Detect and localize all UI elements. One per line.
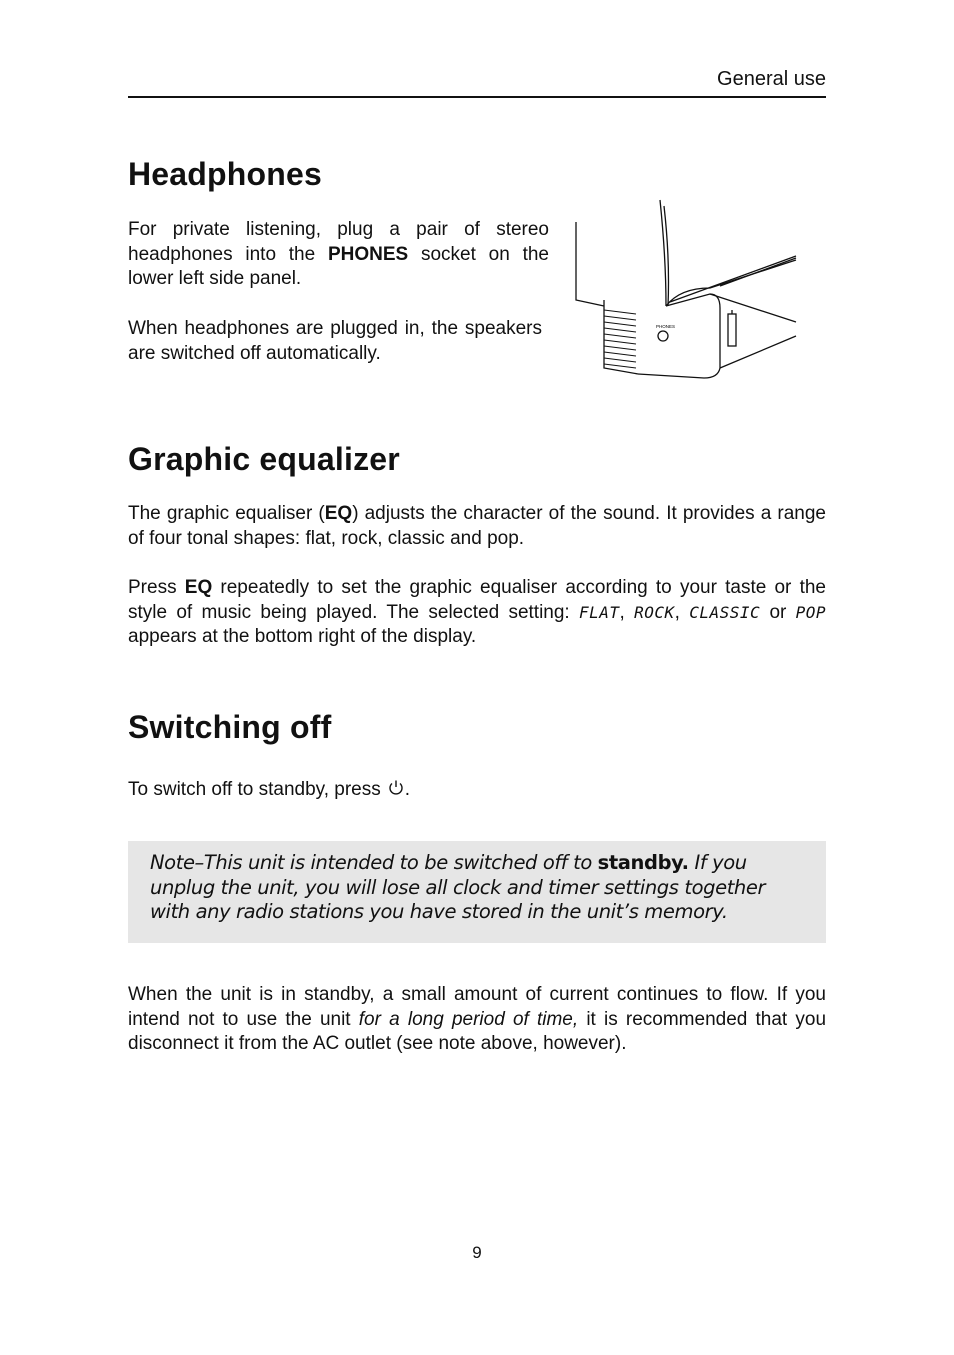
page-number: 9 — [472, 1243, 482, 1262]
headphones-p1-text-end: socket on the lower left side panel. — [128, 243, 549, 290]
switch-off-text: To switch off to standby, press — [128, 779, 381, 800]
equalizer-paragraph-2 — [128, 576, 826, 650]
standby-text: When the unit is in standby, a small amount of current continues to flow. If you intend not to use the unit — [128, 984, 826, 1030]
eq-sep-1: , — [619, 601, 635, 623]
standby-italic: for a long period of time, — [358, 1008, 579, 1030]
switching-off-title: Switching off — [128, 709, 332, 745]
eq-sep-2: , — [674, 601, 690, 623]
headphones-title: Headphones — [128, 156, 323, 192]
phones-socket-caption: PHONES — [656, 324, 676, 329]
eq-button-label-2: EQ — [184, 577, 213, 598]
standby-paragraph — [128, 983, 826, 1057]
power-standby-icon — [387, 779, 405, 805]
standby-text-end: it is recommended that you disconnect it from the AC outlet (see note above, however). — [128, 1008, 827, 1055]
side-panel-illustration — [570, 198, 802, 389]
eq-p2-text-mid: repeatedly to set the graphic equaliser according to your taste or the style of music being played. The selected setting: — [128, 577, 826, 623]
note-intro: Note–This unit is intended to be switched off to — [150, 851, 598, 874]
note-text — [150, 851, 810, 925]
note-rest: If you unplug the unit, you will lose all clock and timer settings together with any radio stations you have stored in the unit’s memory. — [150, 851, 766, 924]
lcd-classic: CLASSIC — [689, 602, 761, 622]
headphones-paragraph-2: When headphones are plugged in, the speakers are switched off automatically. — [128, 318, 542, 364]
eq-button-label: EQ — [324, 503, 353, 524]
equalizer-title: Graphic equalizer — [128, 441, 400, 477]
lcd-rock: ROCK — [634, 602, 675, 622]
note-box — [128, 841, 826, 943]
phones-socket-illustration — [570, 198, 802, 384]
eq-p2-text: Press — [128, 577, 185, 598]
eq-p1-text: The graphic equaliser ( — [128, 503, 325, 524]
equalizer-paragraph-1 — [128, 502, 826, 551]
headphones-paragraph-1 — [128, 218, 549, 292]
note-standby-bold: standby. — [597, 851, 689, 874]
lcd-pop: POP — [795, 602, 827, 622]
eq-p2-text-end: appears at the bottom right of the display. — [128, 626, 477, 648]
eq-p1-text-end: ) adjusts the character of the sound. It provides a range of four tonal shapes: flat, rock, classic and pop. — [128, 503, 826, 549]
running-head: General use — [717, 68, 826, 90]
phones-socket-label: PHONES — [327, 243, 409, 265]
switch-off-text-end: . — [404, 779, 411, 800]
switch-off-paragraph — [128, 778, 628, 805]
eq-or: or — [760, 601, 796, 623]
lcd-flat: FLAT — [579, 602, 620, 622]
header-rule — [128, 96, 826, 98]
headphones-p1-text: For private listening, plug a pair of stereo headphones into the — [128, 219, 549, 265]
